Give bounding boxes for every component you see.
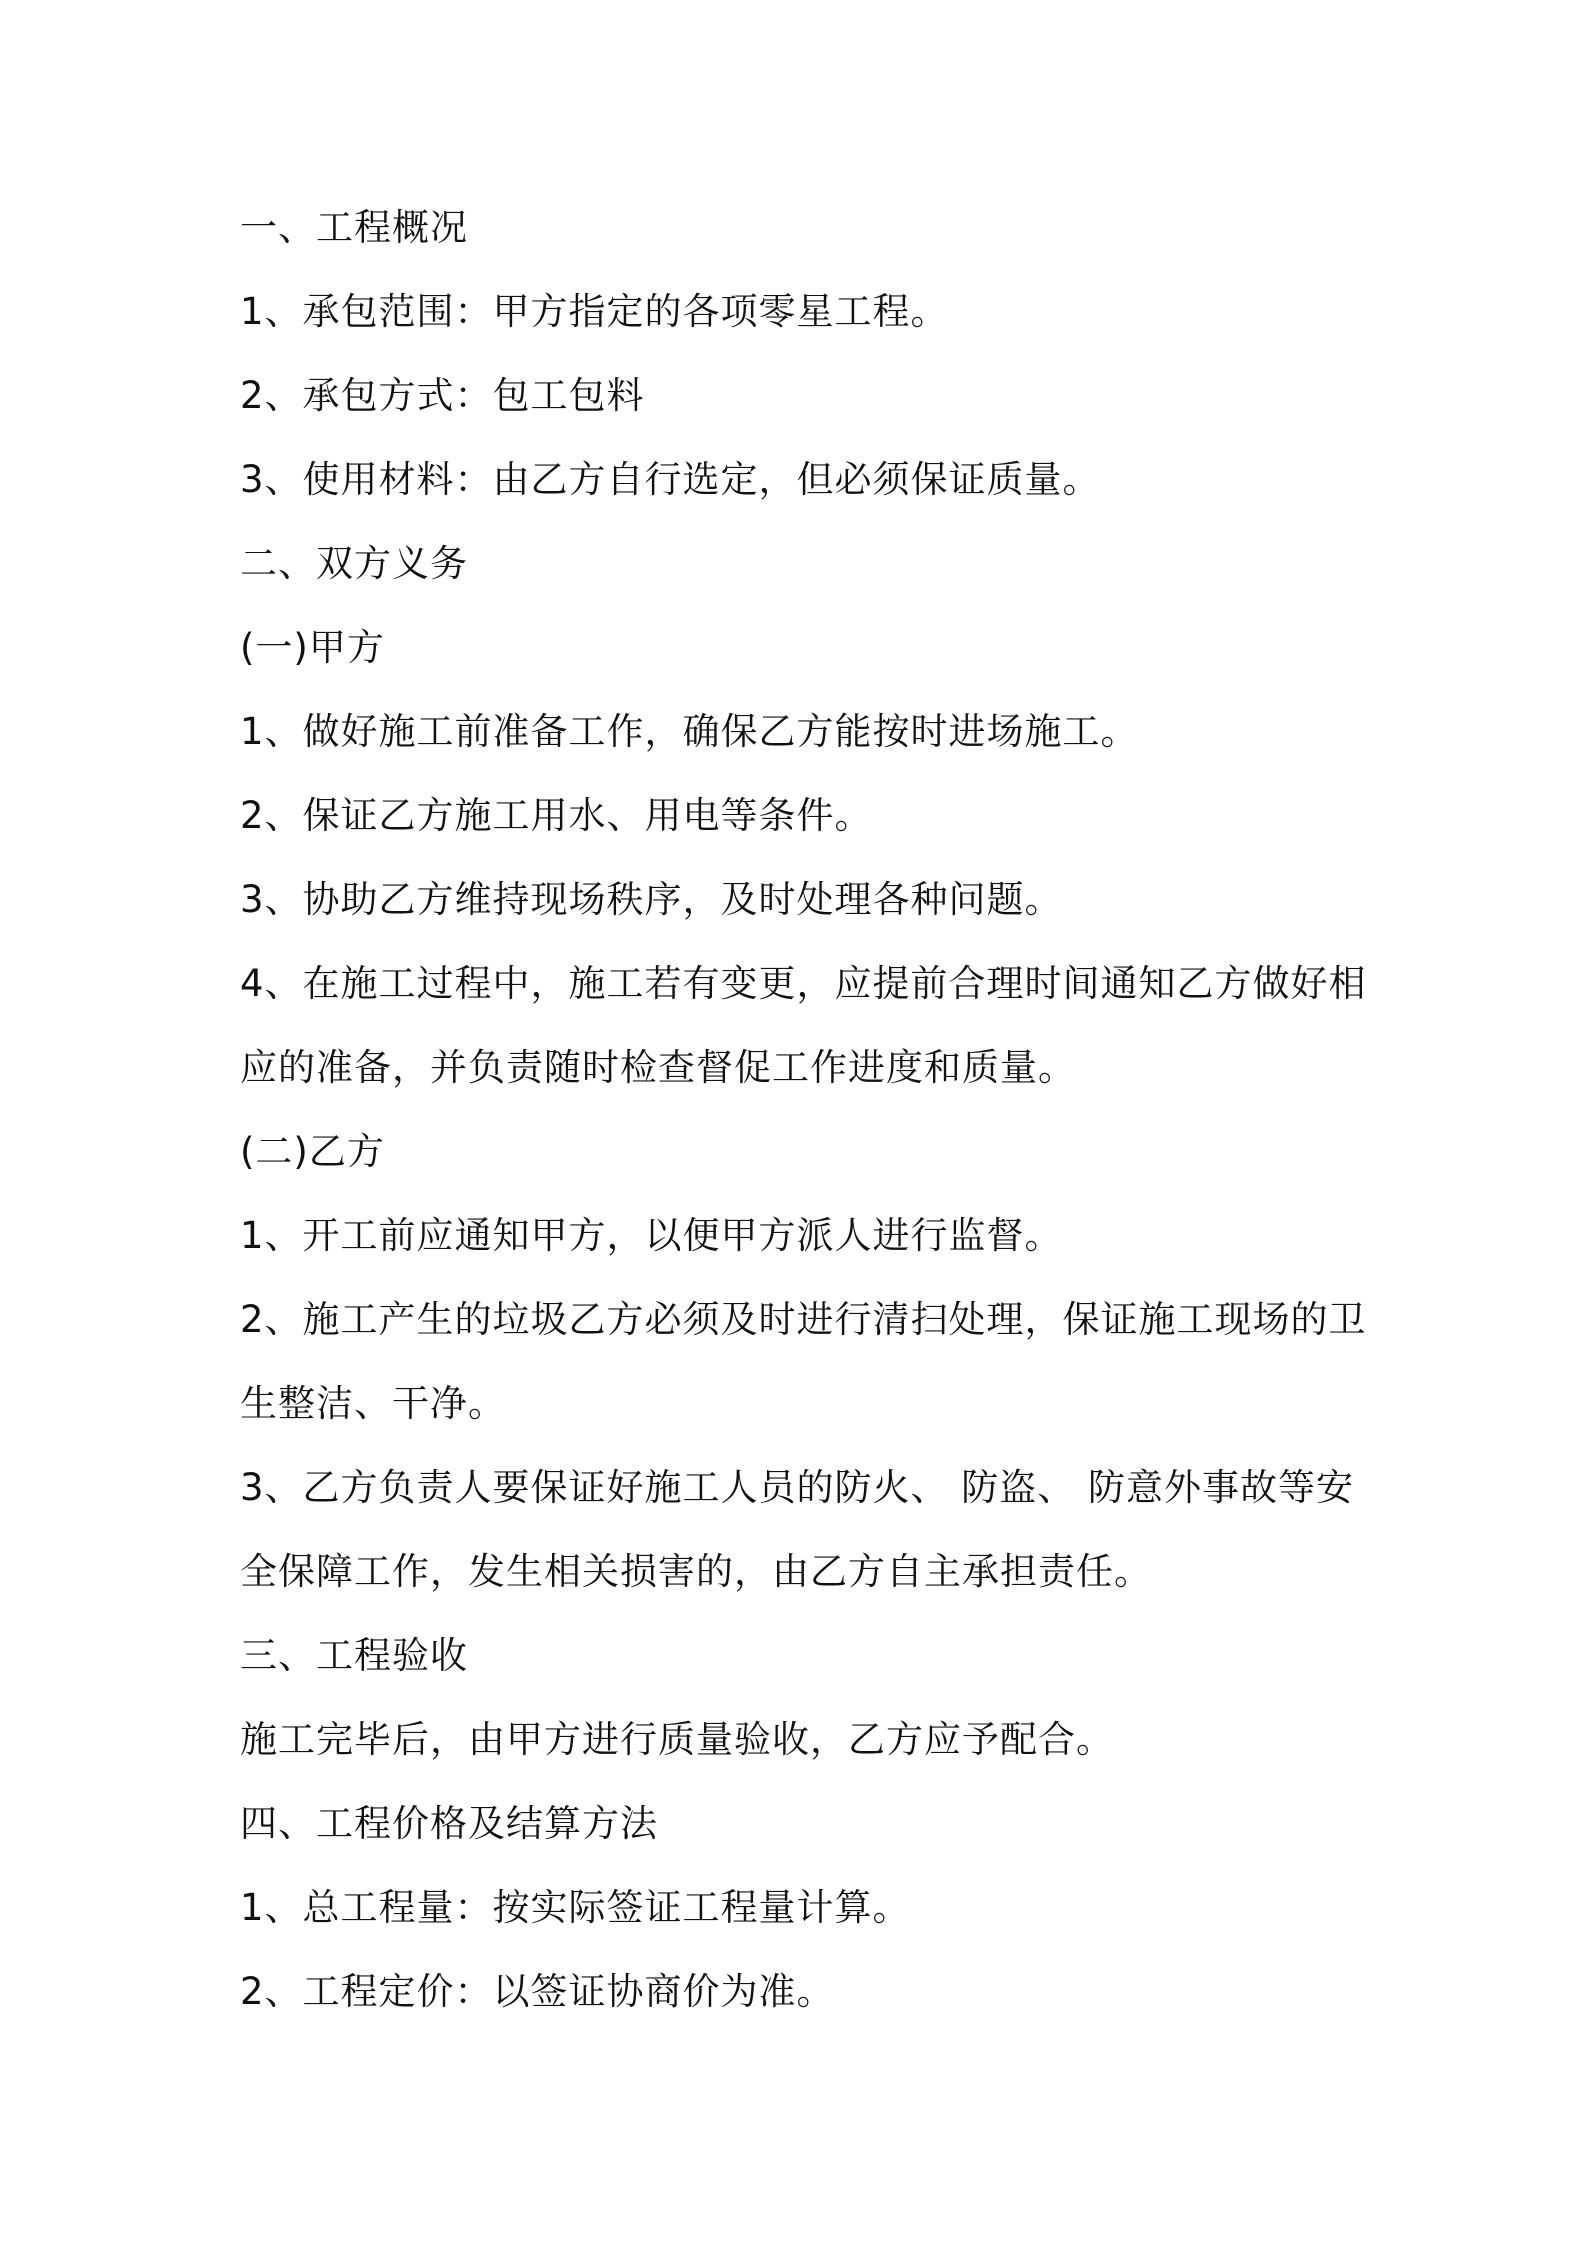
paragraph-party-a-item-4: 4、在施工过程中，施工若有变更，应提前合理时间通知乙方做好相 [240, 962, 1367, 1005]
section-heading-obligations: 二、双方义务 [240, 542, 468, 585]
paragraph-party-b-item-2: 2、施工产生的垃圾乙方必须及时进行清扫处理，保证施工现场的卫 [240, 1298, 1367, 1341]
paragraph-party-a-item-2: 2、保证乙方施工用水、用电等条件。 [240, 794, 873, 837]
paragraph-pricing: 2、工程定价：以签证协商价为准。 [240, 1970, 835, 2013]
paragraph-party-b-item-3-continued: 全保障工作，发生相关损害的，由乙方自主承担责任。 [240, 1550, 1152, 1593]
paragraph-acceptance: 施工完毕后，由甲方进行质量验收，乙方应予配合。 [240, 1718, 1114, 1761]
section-heading-project-overview: 一、工程概况 [240, 206, 468, 249]
section-heading-acceptance: 三、工程验收 [240, 1634, 468, 1677]
paragraph-total-quantity: 1、总工程量：按实际签证工程量计算。 [240, 1886, 911, 1929]
paragraph-materials: 3、使用材料：由乙方自行选定，但必须保证质量。 [240, 458, 1101, 501]
paragraph-party-a-item-3: 3、协助乙方维持现场秩序，及时处理各种问题。 [240, 878, 1063, 921]
paragraph-party-b-item-2-continued: 生整洁、干净。 [240, 1382, 506, 1425]
paragraph-party-a-item-1: 1、做好施工前准备工作，确保乙方能按时进场施工。 [240, 710, 1139, 753]
paragraph-contract-method: 2、承包方式：包工包料 [240, 374, 645, 417]
paragraph-contract-scope: 1、承包范围：甲方指定的各项零星工程。 [240, 290, 949, 333]
paragraph-party-b-item-3: 3、乙方负责人要保证好施工人员的防火、 防盗、 防意外事故等安 [240, 1466, 1355, 1509]
paragraph-party-a-item-4-continued: 应的准备，并负责随时检查督促工作进度和质量。 [240, 1046, 1076, 1089]
paragraph-party-b-item-1: 1、开工前应通知甲方，以便甲方派人进行监督。 [240, 1214, 1063, 1257]
subheading-party-b: (二)乙方 [240, 1130, 385, 1173]
section-heading-price-settlement: 四、工程价格及结算方法 [240, 1802, 658, 1845]
subheading-party-a: (一)甲方 [240, 626, 385, 669]
